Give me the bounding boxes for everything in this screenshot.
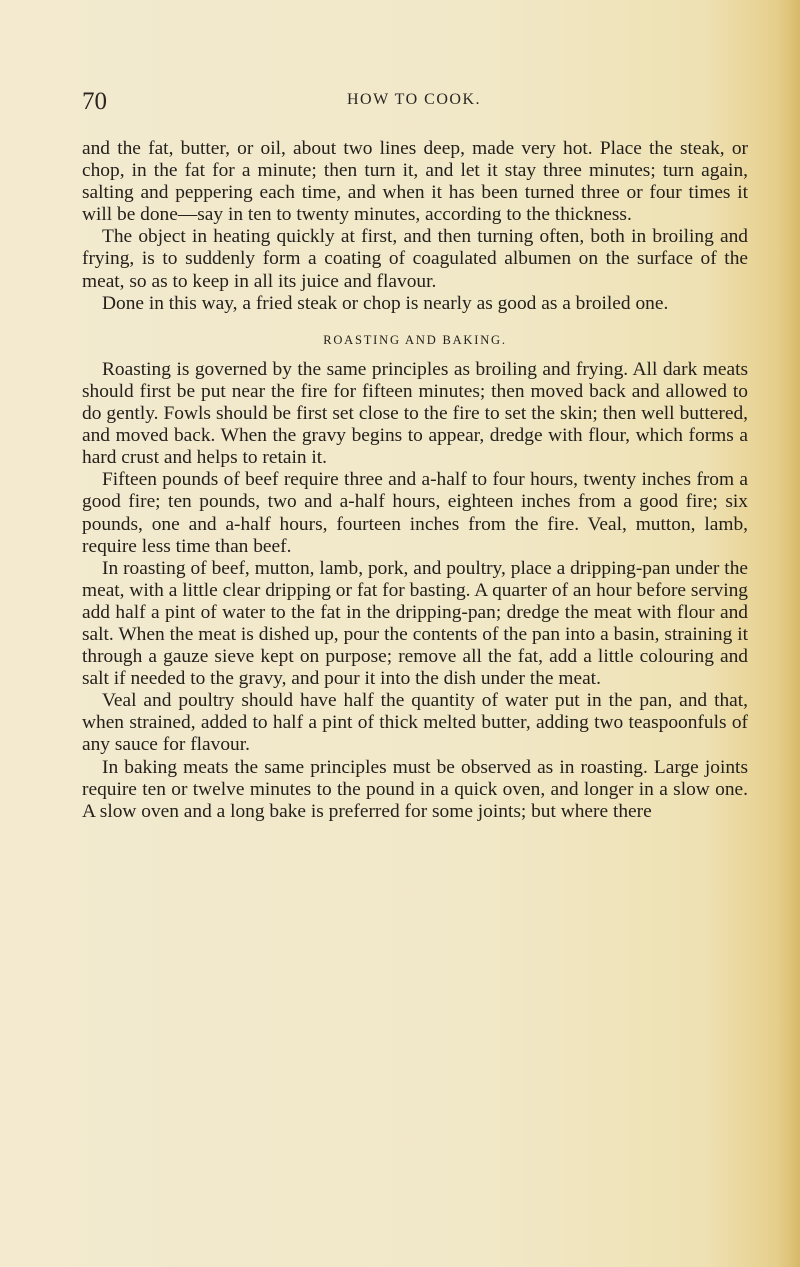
paragraph: Veal and poultry should have half the quantity of water put in the pan, and that, when strained, added to half a pint of thick melted butter, adding two teaspoonfuls of any sauce for flavour.: [82, 690, 748, 756]
paragraph: Fifteen pounds of beef require three and a-half to four hours, twenty inches from a good fire; ten pounds, two and a-half hours, eighteen inches from a good fire; six pounds, one and a-half hours, fourteen inches from the fire. Veal, mutton, lamb, require less time than beef.: [82, 469, 748, 557]
paragraph: and the fat, butter, or oil, about two lines deep, made very hot. Place the steak, or chop, in the fat for a minute; then turn it, and let it stay three minutes; turn again, salting and peppering each time, and when it has been turned three or four times it will be done—say in ten to twenty minutes, according to the thickness.: [82, 138, 748, 226]
paragraph: The object in heating quickly at first, and then turning often, both in broiling and frying, is to suddenly form a coating of coagulated albumen on the surface of the meat, so as to keep in all its juice and flavour.: [82, 226, 748, 292]
running-head: HOW TO COOK.: [346, 91, 481, 108]
section-heading: ROASTING AND BAKING.: [323, 332, 507, 347]
body-text: [82, 138, 748, 823]
paragraph: Roasting is governed by the same principles as broiling and frying. All dark meats should first be put near the fire for fifteen minutes; then moved back and allowed to do gently. Fowls should be first set close to the fire to set the skin; then well buttered, and moved back. When the gravy begins to appear, dredge with flour, which forms a hard crust and helps to retain it.: [82, 358, 748, 469]
paragraph: In baking meats the same principles must be observed as in roasting. Large joints require ten or twelve minutes to the pound in a quick oven, and longer in a slow one. A slow oven and a long bake is preferred for some joints; but where there: [82, 756, 748, 822]
page-header: [82, 88, 746, 118]
page-number: 70: [82, 88, 107, 115]
paragraph: In roasting of beef, mutton, lamb, pork, and poultry, place a dripping-pan under the meat, with a little clear dripping or fat for basting. A quarter of an hour before serving add half a pint of water to the fat in the dripping-pan; dredge the meat with flour and salt. When the meat is dished up, pour the contents of the pan into a basin, straining it through a gauze sieve kept on purpose; remove all the fat, add a little colouring and salt if needed to the gravy, and pour it into the dish under the meat.: [82, 557, 748, 690]
paragraph: Done in this way, a fried steak or chop is nearly as good as a broiled one.: [102, 292, 669, 314]
